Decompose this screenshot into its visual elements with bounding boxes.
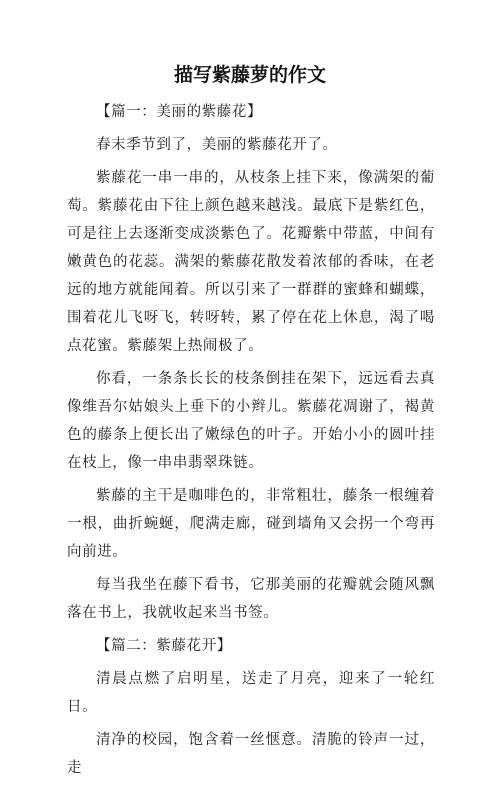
paragraph: 清净的校园，饱含着一丝惬意。清脆的铃声一过，走: [67, 732, 435, 776]
paragraph: 紫藤花一串一串的，从枝条上挂下来，像满架的葡萄。紫藤花由下往上颜色越来越浅。最底下是紫红色，可是往上去逐渐变成淡紫色了。花瓣紫中带蓝，中间有嫩黄色的花蕊。满架的紫藤花散发着浓郁的香味，在老远的地方就能闻着。所以引来了一群群的蜜蜂和蝴蝶，围着花儿飞呀飞，转呀转，累了停在花上休息，渴了喝点花蜜。紫藤架上热闹极了。: [67, 170, 435, 354]
document-body: [67, 98, 435, 787]
section-heading: 【篇二：紫藤花开】: [96, 638, 232, 654]
paragraph: 每当我坐在藤下看书，它那美丽的花瓣就会随风飘落在书上，我就收起来当书签。: [67, 577, 435, 621]
section-heading: 【篇一：美丽的紫藤花】: [96, 104, 263, 120]
paragraph: 清晨点燃了启明星，送走了月亮，迎来了一轮红日。: [67, 671, 435, 715]
document-title: 描写紫藤萝的作文: [173, 64, 326, 86]
paragraph: 春末季节到了，美丽的紫藤花开了。: [96, 137, 338, 153]
paragraph: 你看，一条条长长的枝条倒挂在架下，远远看去真像维吾尔姑娘头上垂下的小辫儿。紫藤花凋谢了，褐黄色的藤条上便长出了嫩绿色的叶子。开始小小的圆叶挂在枝上，像一串串翡翠珠链。: [67, 371, 435, 471]
paragraph: 紫藤的主干是咖啡色的，非常粗壮，藤条一根缠着一根，曲折蜿蜒，爬满走廊，碰到墙角又会拐一个弯再向前进。: [67, 488, 435, 560]
